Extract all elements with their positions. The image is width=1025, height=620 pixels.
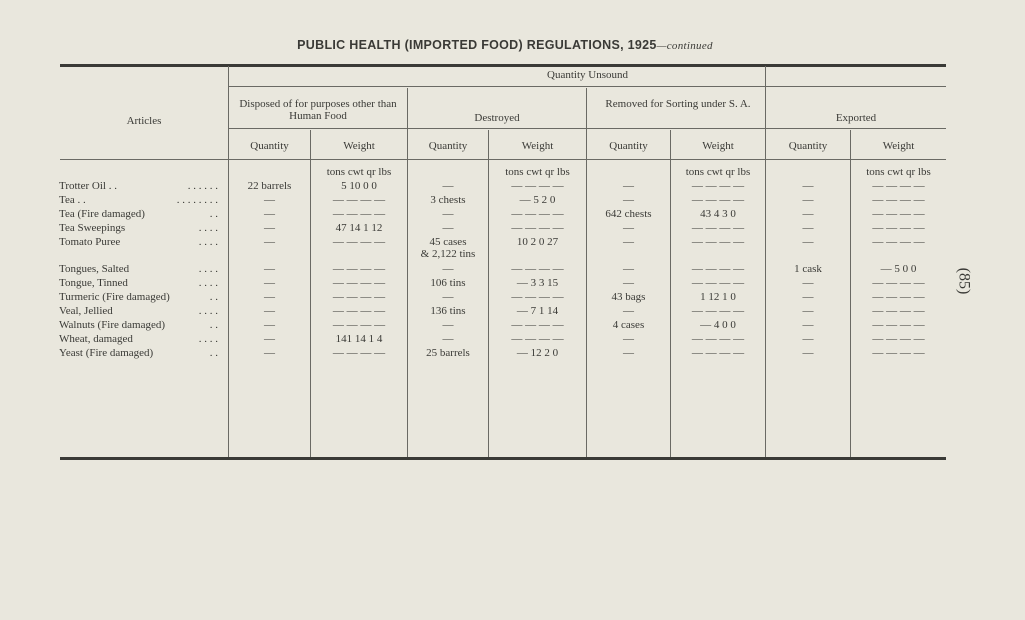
header-articles: Articles — [126, 115, 162, 127]
table-cell: — — — — — [511, 180, 564, 192]
table-cell: — — [623, 333, 634, 345]
table-cell: — 5 0 0 — [880, 263, 917, 275]
table-cell: — — — — — [691, 236, 745, 248]
table-cell: — — [802, 194, 814, 206]
table-cell: — — [623, 222, 634, 234]
header-removed: Removed for Sorting under S. A. — [605, 98, 751, 110]
weight-units: tons cwt qr lbs — [326, 166, 392, 178]
weight-units: tons cwt qr lbs — [505, 166, 570, 178]
table-cell: — — — — — [872, 180, 925, 192]
table-cell: — — [442, 180, 454, 192]
table-cell: — — [442, 291, 454, 303]
table-cell: — — — — — [332, 347, 386, 359]
table-cell: — — [623, 236, 634, 248]
table-cell: — — [623, 305, 634, 317]
top-rule — [60, 64, 946, 67]
article-name: Tea . . — [59, 194, 86, 206]
table-cell: — — — — — [332, 194, 386, 206]
table-cell: 10 2 0 27 — [516, 236, 559, 248]
table-cell: — — — — — [511, 291, 564, 303]
table-cell: — — — — — [691, 194, 745, 206]
table-cell: 106 tins — [430, 277, 466, 289]
table-cell: — — — — — [511, 319, 564, 331]
table-cell: — — [442, 333, 454, 345]
leader-dots: . . — [209, 347, 218, 359]
title-main: PUBLIC HEALTH (IMPORTED FOOD) REGULATIONS, 1925 — [297, 38, 657, 52]
table-cell: — — [442, 263, 454, 275]
table-cell: — — — — — [332, 263, 386, 275]
table-cell: 47 14 1 12 — [335, 222, 383, 234]
table-cell: — — — — — [691, 222, 745, 234]
leader-dots: . . . . — [198, 277, 218, 289]
table-cell: 642 chests — [605, 208, 652, 220]
group-rule — [229, 128, 946, 129]
table-cell: — — — — — [872, 291, 925, 303]
table-cell: — 3 3 15 — [516, 277, 559, 289]
bottom-rule — [60, 457, 946, 460]
table-cell: — — — — — [691, 277, 745, 289]
table-cell: — — [623, 180, 634, 192]
article-name: Wheat, damaged — [59, 333, 133, 345]
table-cell: 43 bags — [611, 291, 646, 303]
table-cell: — — [623, 263, 634, 275]
table-cell: 43 4 3 0 — [700, 208, 736, 220]
leader-dots: . . . . — [198, 236, 218, 248]
table-cell: 1 cask — [794, 263, 822, 275]
table-cell: — — — — — [872, 194, 925, 206]
table-cell: — — [264, 291, 275, 303]
table-cell: — — — — — [332, 208, 386, 220]
table-cell: — — [802, 305, 814, 317]
weight-units: tons cwt qr lbs — [685, 166, 751, 178]
table-cell: 1 12 1 0 — [700, 291, 736, 303]
table-cell: & 2,122 tins — [420, 248, 476, 260]
table-cell: — — — — — [691, 333, 745, 345]
header-disposed: Disposed of for purposes other than Human Food — [239, 98, 397, 122]
leader-dots: . . . . — [198, 263, 218, 275]
table-cell: 22 barrels — [247, 180, 292, 192]
article-name: Yeast (Fire damaged) — [59, 347, 154, 359]
table-cell: — — [442, 208, 454, 220]
article-name: Tongue, Tinned — [59, 277, 128, 289]
table-cell: — 7 1 14 — [516, 305, 559, 317]
article-name: Veal, Jellied — [59, 305, 113, 317]
table-cell: — — — — — [872, 319, 925, 331]
table-cell: — — — — — [332, 236, 386, 248]
header-quantity: Quantity — [428, 140, 468, 152]
table-cell: — — — — — [872, 333, 925, 345]
table-cell: — — — — — [332, 319, 386, 331]
table-cell: — — — — — [691, 263, 745, 275]
page-number: (85) — [955, 267, 973, 295]
table-cell: — — — — — [691, 347, 745, 359]
table-cell: — — — — — [332, 277, 386, 289]
article-name: Trotter Oil . . — [59, 180, 117, 192]
leader-dots: . . — [209, 208, 218, 220]
article-name: Walnuts (Fire damaged) — [59, 319, 166, 331]
table-cell: — — [623, 347, 634, 359]
leader-dots: . . . . — [198, 305, 218, 317]
leader-dots: . . . . . . . . — [176, 194, 218, 206]
table-cell: — — [442, 222, 454, 234]
header-quantity: Quantity — [250, 140, 289, 152]
table-cell: — — [264, 277, 275, 289]
table-cell: — — [264, 333, 275, 345]
table-cell: — — [802, 208, 814, 220]
table-cell: — — [264, 208, 275, 220]
article-name: Tea (Fire damaged) — [59, 208, 145, 220]
article-name: Tea Sweepings — [59, 222, 126, 234]
table-cell: 5 10 0 0 — [341, 180, 377, 192]
table-cell: — — [802, 236, 814, 248]
weight-units: tons cwt qr lbs — [866, 166, 931, 178]
table-cell: — — [623, 194, 634, 206]
header-quantity: Quantity — [788, 140, 828, 152]
header-exported: Exported — [835, 112, 877, 124]
header-quantity: Quantity — [609, 140, 648, 152]
page-title — [0, 38, 1010, 53]
article-name: Tongues, Salted — [59, 263, 130, 275]
table-cell: — — — — — [332, 291, 386, 303]
col-divider — [228, 66, 229, 457]
table-cell: — — — — — [872, 208, 925, 220]
table-cell: — — [442, 319, 454, 331]
table-cell: 4 cases — [612, 319, 645, 331]
table-cell: — — [264, 319, 275, 331]
leader-dots: . . — [209, 319, 218, 331]
table-cell: — — [802, 319, 814, 331]
table-cell: — — [802, 277, 814, 289]
table-cell: — — [264, 194, 275, 206]
table-cell: — — — — — [511, 222, 564, 234]
table-cell: — — — — — [872, 222, 925, 234]
table-cell: — — [802, 347, 814, 359]
table-cell: — — — — — [511, 263, 564, 275]
table-cell: 141 14 1 4 — [335, 333, 383, 345]
table-cell: — — [264, 263, 275, 275]
table-cell: — — [264, 305, 275, 317]
table-cell: 3 chests — [430, 194, 466, 206]
table-cell: — — — — — [872, 277, 925, 289]
leader-dots: . . . . — [198, 222, 218, 234]
table-cell: — — [264, 222, 275, 234]
table-cell: — — — — — [872, 236, 925, 248]
col-divider — [765, 66, 766, 457]
table-cell: 136 tins — [430, 305, 466, 317]
table-cell: — — — — — [691, 305, 745, 317]
title-suffix: —continued — [656, 40, 713, 52]
table-cell: — — — — — [511, 333, 564, 345]
table-cell: — 4 0 0 — [700, 319, 736, 331]
table-cell: — 12 2 0 — [516, 347, 559, 359]
leader-dots: . . — [209, 291, 218, 303]
subheader-rule — [229, 86, 946, 87]
table-cell: — — [802, 333, 814, 345]
header-weight: Weight — [343, 140, 375, 152]
header-quantity-unsound: Quantity Unsound — [547, 69, 628, 81]
table-cell: — — — — — [332, 305, 386, 317]
article-name: Tomato Puree — [59, 236, 121, 248]
table-cell: — — [264, 347, 275, 359]
table-cell: — — [264, 236, 275, 248]
header-weight: Weight — [702, 140, 734, 152]
table-cell: — — [802, 180, 814, 192]
article-name: Turmeric (Fire damaged) — [59, 291, 170, 303]
header-destroyed: Destroyed — [474, 112, 520, 124]
table-cell: 25 barrels — [426, 347, 470, 359]
leader-dots: . . . . — [198, 333, 218, 345]
table-cell: — — [802, 222, 814, 234]
table-cell: — — [623, 277, 634, 289]
leader-dots: . . . . . . — [187, 180, 218, 192]
table-cell: 45 cases — [429, 236, 467, 248]
table-cell: — — — — — [691, 180, 745, 192]
table-cell: — — — — — [511, 208, 564, 220]
table-cell: — — — — — [872, 347, 925, 359]
header-weight: Weight — [882, 140, 915, 152]
table-cell: — 5 2 0 — [519, 194, 556, 206]
header-rule — [60, 159, 946, 160]
table-cell: — — — — — [872, 305, 925, 317]
table-cell: — — [802, 291, 814, 303]
header-weight: Weight — [521, 140, 554, 152]
